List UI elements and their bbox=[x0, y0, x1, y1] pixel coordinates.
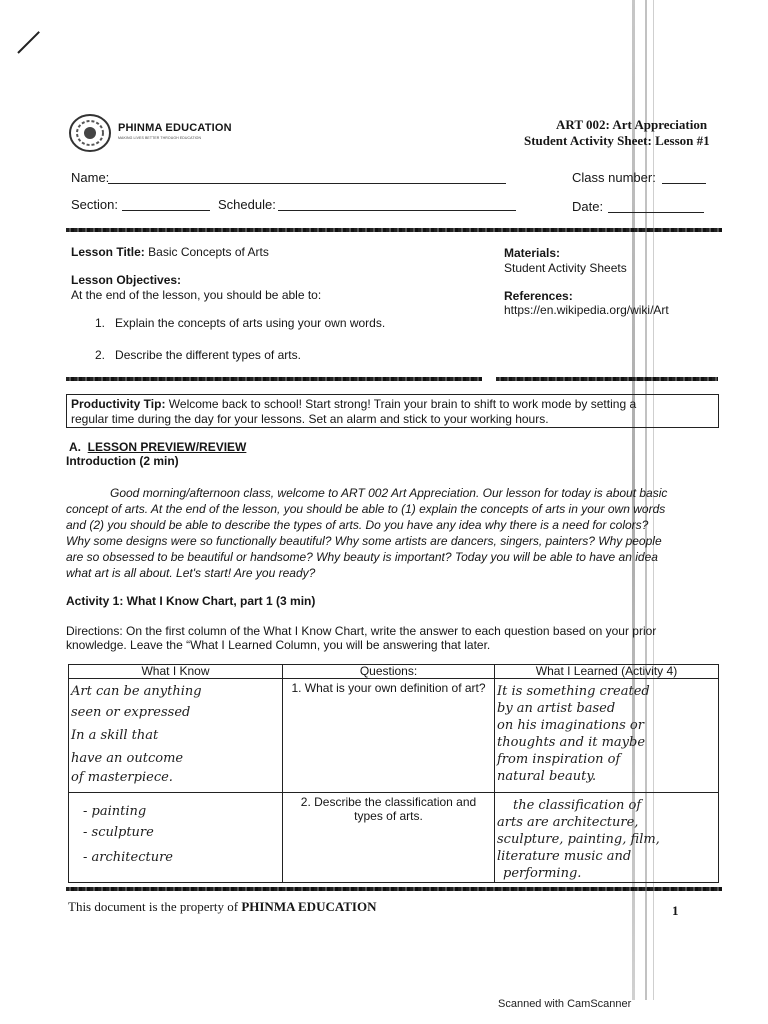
handwritten-line: natural beauty. bbox=[497, 769, 597, 784]
sheet-title: Student Activity Sheet: Lesson #1 bbox=[524, 133, 710, 148]
references-link[interactable]: https://en.wikipedia.org/wiki/Art bbox=[504, 303, 669, 317]
divider bbox=[66, 228, 722, 232]
section-label: Section: bbox=[71, 197, 118, 212]
handwritten-line: - painting bbox=[83, 804, 147, 819]
divider bbox=[66, 887, 722, 891]
intro-line: Why some designs were so functionally beautiful? Why some artists are dancers, singers, painters? Why people bbox=[66, 534, 662, 548]
date-field[interactable] bbox=[608, 212, 704, 213]
lesson-title-label: Lesson Title: bbox=[71, 245, 145, 259]
handwritten-line: by an artist based bbox=[497, 701, 616, 716]
section-field[interactable] bbox=[122, 210, 210, 211]
objectives-intro: At the end of the lesson, you should be able to: bbox=[71, 288, 322, 302]
handwritten-line: of masterpiece. bbox=[71, 770, 173, 785]
col-header-questions: Questions: bbox=[283, 665, 495, 679]
handwritten-line: thoughts and it maybe bbox=[497, 735, 646, 750]
handwritten-line: seen or expressed bbox=[71, 705, 191, 720]
handwritten-line: Art can be anything bbox=[71, 684, 202, 699]
objective-2: 2. Describe the different types of arts. bbox=[95, 348, 301, 362]
pen-mark bbox=[17, 31, 40, 54]
table-row bbox=[69, 679, 719, 793]
what-i-learned-cell[interactable] bbox=[495, 679, 719, 793]
date-label: Date: bbox=[572, 199, 604, 214]
table-row bbox=[69, 793, 719, 883]
class-number-field[interactable] bbox=[662, 183, 706, 184]
property-notice: This document is the property of PHINMA EDUCATION bbox=[68, 899, 377, 914]
materials: Student Activity Sheets bbox=[504, 261, 627, 275]
name-label: Name: bbox=[71, 170, 110, 185]
handwritten-line: It is something created bbox=[497, 684, 650, 699]
handwritten-line: sculpture, painting, film, bbox=[497, 832, 660, 847]
handwritten-line: arts are architecture, bbox=[497, 815, 639, 830]
activity1-directions: Directions: On the first column of the What I Know Chart, write the answer to each question based on your prior bbox=[66, 624, 657, 638]
question-cell: 2. Describe the classification and types of arts. bbox=[283, 793, 495, 883]
intro-line: Good morning/afternoon class, welcome to ART 002 Art Appreciation. Our lesson for today is about basic bbox=[110, 486, 668, 500]
question-cell: 1. What is your own definition of art? bbox=[283, 679, 495, 793]
class-number-label: Class number: bbox=[572, 170, 656, 185]
schedule-label: Schedule: bbox=[218, 197, 276, 212]
what-i-know-cell[interactable] bbox=[69, 679, 283, 793]
org-tagline: MAKING LIVES BETTER THROUGH EDUCATION bbox=[118, 136, 202, 140]
handwritten-line: from inspiration of bbox=[497, 752, 621, 767]
objective-1: 1. Explain the concepts of arts using your own words. bbox=[95, 316, 386, 330]
intro-title: Introduction (2 min) bbox=[66, 454, 179, 468]
schedule-field[interactable] bbox=[278, 210, 516, 211]
what-i-know-chart bbox=[68, 664, 719, 883]
handwritten-line: - sculpture bbox=[83, 825, 154, 840]
org-name: PHINMA EDUCATION bbox=[118, 122, 232, 134]
productivity-tip-line2: regular time during the day for your lessons. Set an alarm and stick to your working hours. bbox=[71, 412, 549, 426]
activity1-title: Activity 1: What I Know Chart, part 1 (3 min) bbox=[66, 594, 316, 608]
handwritten-line: on his imaginations or bbox=[497, 718, 644, 733]
divider bbox=[66, 377, 482, 381]
scanner-watermark: Scanned with CamScanner bbox=[498, 998, 632, 1010]
materials-label: Materials: bbox=[504, 246, 561, 260]
phinma-logo bbox=[68, 112, 116, 154]
col-header-what-i-know: What I Know bbox=[69, 665, 283, 679]
name-field[interactable] bbox=[108, 183, 506, 184]
intro-line: concept of arts. At the end of the lesson, you should be able to (1) explain the concepts of arts in your own words bbox=[66, 502, 666, 516]
col-header-what-i-learned: What I Learned (Activity 4) bbox=[495, 665, 719, 679]
what-i-know-cell[interactable] bbox=[69, 793, 283, 883]
what-i-learned-cell[interactable] bbox=[495, 793, 719, 883]
page-number: 1 bbox=[672, 903, 679, 918]
productivity-tip-line1: Productivity Tip: Welcome back to school! Start strong! Train your brain to shift to work mode by setting a bbox=[71, 397, 637, 411]
activity1-directions: knowledge. Leave the “What I Learned Column, you will be answering that later. bbox=[66, 638, 491, 652]
handwritten-line: - architecture bbox=[83, 850, 174, 865]
intro-line: what art is all about. Let's start! Are you ready? bbox=[66, 566, 316, 580]
divider bbox=[496, 377, 718, 381]
references-label: References: bbox=[504, 289, 573, 303]
handwritten-line: In a skill that bbox=[71, 728, 159, 743]
intro-line: are so obsessed to be beautiful or handsome? Why beauty is important? Today you will be able to have an idea bbox=[66, 550, 658, 564]
handwritten-line: have an outcome bbox=[71, 751, 184, 766]
chart-header-row bbox=[69, 665, 719, 679]
handwritten-line: the classification of bbox=[513, 798, 642, 813]
handwritten-line: literature music and bbox=[497, 849, 632, 864]
handwritten-line: performing. bbox=[503, 866, 582, 881]
section-a-heading: A. LESSON PREVIEW/REVIEW bbox=[69, 440, 247, 454]
intro-line: and (2) you should be able to describe the types of arts. Do you have any idea why there is a need for colors? bbox=[66, 518, 649, 532]
lesson-title: Basic Concepts of Arts bbox=[148, 245, 269, 259]
lesson-title-row bbox=[71, 245, 269, 259]
objectives-label: Lesson Objectives: bbox=[71, 273, 182, 287]
course-title: ART 002: Art Appreciation bbox=[556, 117, 708, 132]
